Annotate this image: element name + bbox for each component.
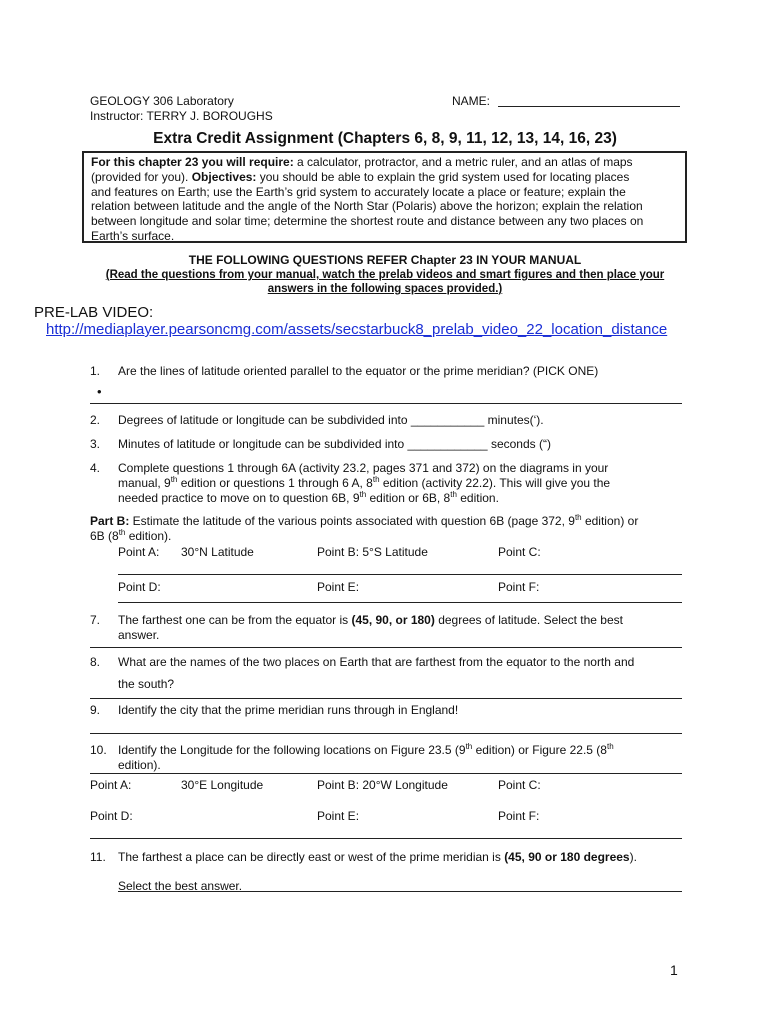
- partb-point-a-value: 30°N Latitude: [181, 545, 254, 559]
- assignment-title: Extra Credit Assignment (Chapters 6, 8, 9, 11, 12, 13, 14, 16, 23): [153, 130, 617, 147]
- question-4-line-2: manual, 9th edition or questions 1 through 6 A, 8th edition (activity 22.2). This will give you the: [118, 475, 611, 490]
- part-b-label: Part B:: [90, 514, 130, 528]
- answer-line-8[interactable]: [90, 698, 682, 699]
- partb-point-e: Point E:: [317, 580, 360, 594]
- answer-line-11[interactable]: [118, 891, 682, 892]
- question-3-text: Minutes of latitude or longitude can be subdivided into ____________ seconds (“): [118, 437, 551, 451]
- question-1-text: Are the lines of latitude oriented parallel to the equator or the prime meridian? (PICK ONE): [118, 364, 599, 378]
- q10-point-f: Point F:: [498, 809, 540, 823]
- objectives-line-5: between longitude and solar time; determine the shortest route and distance between any two places on: [91, 214, 644, 229]
- q10-point-c: Point C:: [498, 778, 541, 792]
- question-9: [90, 703, 458, 718]
- question-7-line-2: answer.: [118, 628, 160, 642]
- question-8-line-1: What are the names of the two places on Earth that are farthest from the equator to the north and: [118, 655, 635, 669]
- name-label: NAME:: [452, 94, 491, 108]
- answer-line-10b[interactable]: [90, 838, 682, 839]
- objectives-line-6: Earth’s surface.: [91, 228, 175, 243]
- question-2-number: 2.: [90, 413, 101, 427]
- answer-line-partb-2[interactable]: [118, 602, 682, 603]
- question-10-number: 10.: [90, 743, 107, 757]
- prelab-label: PRE-LAB VIDEO:: [34, 304, 154, 321]
- answer-bullet: •: [97, 384, 102, 399]
- answer-line-1[interactable]: [90, 403, 682, 404]
- part-b-line-1: Part B: Estimate the latitude of the various points associated with question 6B (page 372, 9th edition) or: [90, 513, 639, 528]
- answer-line-9[interactable]: [90, 733, 682, 734]
- partb-point-d: Point D:: [118, 580, 161, 594]
- objectives-label: Objectives:: [191, 169, 257, 184]
- answer-line-10[interactable]: [90, 773, 682, 774]
- answer-line-partb-1[interactable]: [118, 574, 682, 575]
- requirements-label: For this chapter 23 you will require:: [91, 155, 294, 169]
- q10-point-e: Point E:: [317, 809, 360, 823]
- course-title: GEOLOGY 306 Laboratory: [90, 94, 234, 108]
- question-2: [90, 413, 544, 428]
- question-7-number: 7.: [90, 613, 101, 627]
- question-4-line-3: needed practice to move on to question 6B, 9th edition or 6B, 8th edition.: [118, 490, 499, 505]
- question-8-number: 8.: [90, 655, 101, 669]
- partb-point-b: Point B: 5°S Latitude: [317, 545, 428, 559]
- requirements-text: a calculator, protractor, and a metric ruler, and an atlas of maps: [293, 155, 633, 169]
- page-number: 1: [670, 962, 678, 978]
- instructions-sub-1: (Read the questions from your manual, watch the prelab videos and smart figures and then place your: [105, 269, 665, 281]
- question-3: [90, 437, 551, 452]
- instructor-name: Instructor: TERRY J. BOROUGHS: [90, 109, 273, 123]
- question-8-line-2: the south?: [118, 677, 175, 691]
- question-10: 10. Identify the Longitude for the following locations on Figure 23.5 (9th edition) or Figure 22.5 (8th: [90, 742, 614, 757]
- partb-point-f: Point F:: [498, 580, 540, 594]
- part-b-line-2: 6B (8th edition).: [90, 528, 172, 543]
- question-1: [90, 364, 598, 379]
- question-10-line-2: edition).: [118, 758, 161, 772]
- q10-point-a-value: 30°E Longitude: [181, 778, 264, 792]
- q10-point-d: Point D:: [90, 809, 133, 823]
- question-11-line-2: Select the best answer.: [118, 879, 243, 893]
- prelab-video-link[interactable]: http://mediaplayer.pearsoncmg.com/assets/secstarbuck8_prelab_video_22_location_distance: [46, 321, 668, 338]
- question-4-line-1: Complete questions 1 through 6A (activity 23.2, pages 371 and 372) on the diagrams in your: [118, 461, 609, 475]
- q10-point-b: Point B: 20°W Longitude: [317, 778, 448, 792]
- instructions-heading: THE FOLLOWING QUESTIONS REFER Chapter 23 IN YOUR MANUAL: [188, 253, 582, 267]
- question-9-number: 9.: [90, 703, 101, 717]
- q10-point-a-label: Point A:: [90, 778, 132, 792]
- partb-point-a-label: Point A:: [118, 545, 160, 559]
- objectives-line-2b: you should be able to explain the grid system used for locating places: [256, 169, 630, 184]
- question-8: [90, 655, 634, 670]
- question-7: 7. The farthest one can be from the equator is (45, 90, or 180) degrees of latitude. Select the best: [90, 613, 623, 627]
- objectives-line-4: relation between latitude and the angle of the North Star (Polaris) above the horizon; explain the relation: [91, 199, 643, 214]
- objectives-box: [82, 151, 687, 243]
- partb-point-c: Point C:: [498, 545, 541, 559]
- prelab-video-link-wrap: [46, 321, 667, 338]
- question-11: 11. The farthest a place can be directly east or west of the prime meridian is (45, 90 or 180 degrees).: [90, 850, 637, 864]
- question-2-text: Degrees of latitude or longitude can be subdivided into ___________ minutes(‘).: [118, 413, 544, 427]
- question-4: [90, 461, 608, 476]
- objectives-line-3: and features on Earth; use the Earth’s grid system to accurately locate a place or feature; explain the: [91, 184, 626, 199]
- instructions-sub-2: answers in the following spaces provided.): [267, 283, 503, 295]
- question-11-number: 11.: [90, 850, 106, 864]
- question-4-number: 4.: [90, 461, 101, 475]
- question-1-number: 1.: [90, 364, 101, 378]
- question-3-number: 3.: [90, 437, 101, 451]
- answer-line-7[interactable]: [90, 647, 682, 648]
- name-blank-line[interactable]: [498, 106, 680, 107]
- objectives-line-2a: (provided for you).: [91, 169, 192, 184]
- question-9-text: Identify the city that the prime meridian runs through in England!: [118, 703, 459, 717]
